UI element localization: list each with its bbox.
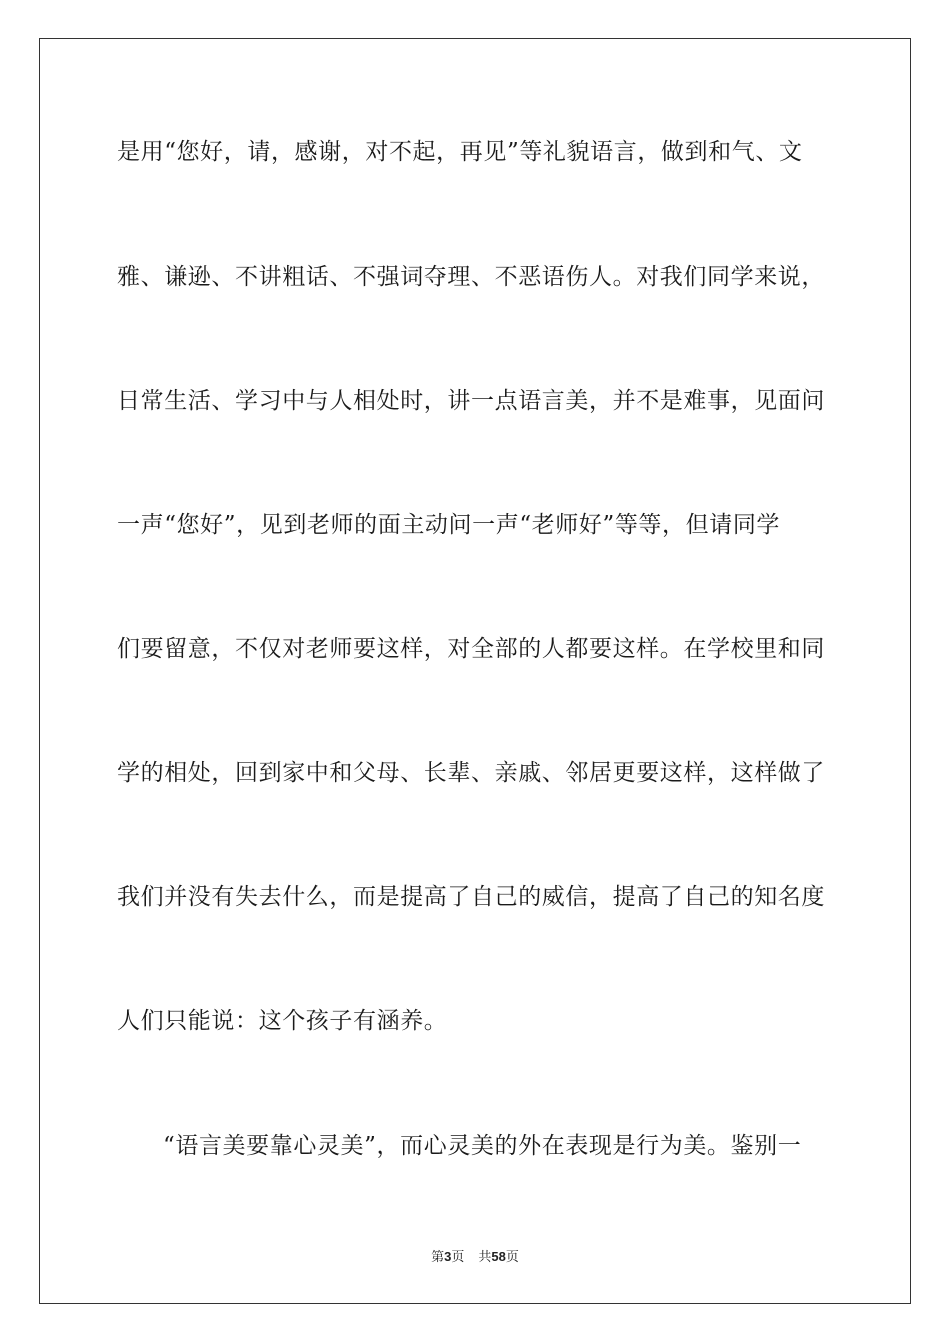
footer-page-suffix: 页 — [451, 1250, 465, 1265]
body-line-4: 一声“您好”，见到老师的面主动问一声“老师好”等等，但请同学 — [117, 512, 781, 538]
footer-page-prefix: 第 — [431, 1250, 445, 1265]
body-line-5: 们要留意，不仅对老师要这样，对全部的人都要这样。在学校里和同 — [117, 636, 825, 662]
body-line-6: 学的相处，回到家中和父母、长辈、亲戚、邻居更要这样，这样做了 — [117, 760, 825, 786]
body-line-7: 我们并没有失去什么，而是提高了自己的威信，提高了自己的知名度 — [117, 884, 825, 910]
footer-total-prefix: 共 — [478, 1250, 492, 1265]
body-line-2: 雅、谦逊、不讲粗话、不强词夺理、不恶语伤人。对我们同学来说， — [117, 264, 825, 290]
page-border — [39, 38, 911, 1304]
footer-total-suffix: 页 — [505, 1250, 519, 1265]
body-line-1: 是用“您好，请，感谢，对不起，再见”等礼貌语言，做到和气、文 — [117, 139, 803, 165]
page-footer — [0, 1248, 950, 1267]
body-line-8: 人们只能说：这个孩子有涵养。 — [117, 1008, 448, 1034]
body-line-9-paragraph-start: “语言美要靠心灵美”，而心灵美的外在表现是行为美。鉴别一 — [163, 1133, 802, 1159]
body-line-3: 日常生活、学习中与人相处时，讲一点语言美，并不是难事，见面问 — [117, 388, 825, 414]
footer-total-pages: 58 — [491, 1249, 506, 1264]
footer-page-number: 3 — [444, 1249, 452, 1264]
